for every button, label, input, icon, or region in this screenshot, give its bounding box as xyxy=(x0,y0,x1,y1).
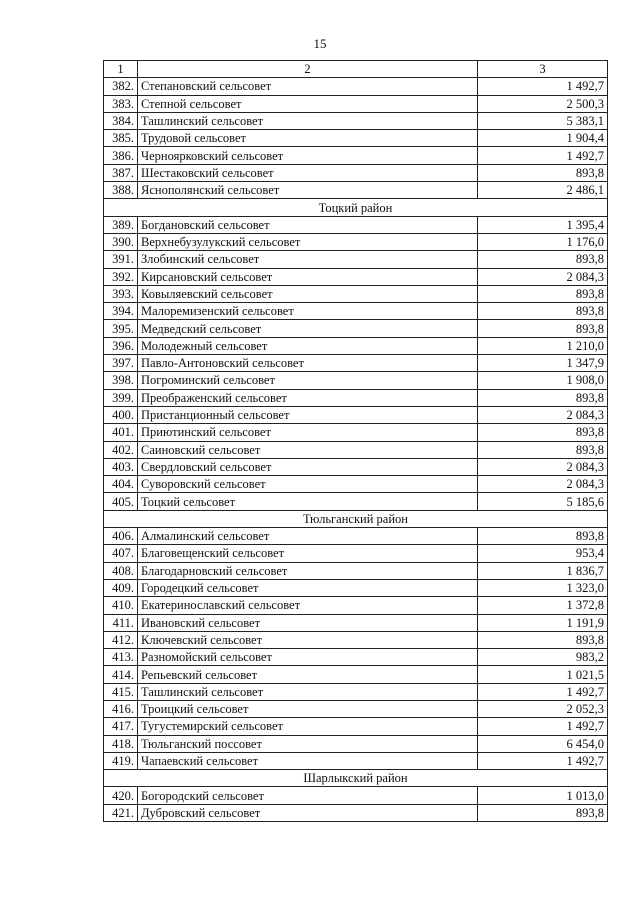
row-number: 411. xyxy=(104,614,138,631)
row-name: Преображенский сельсовет xyxy=(138,389,478,406)
row-name: Тугустемирский сельсовет xyxy=(138,718,478,735)
table-row xyxy=(104,614,608,631)
table-header-row xyxy=(104,61,608,78)
row-number: 383. xyxy=(104,95,138,112)
row-number: 387. xyxy=(104,164,138,181)
row-name: Малоремизенский сельсовет xyxy=(138,303,478,320)
row-name: Алмалинский сельсовет xyxy=(138,528,478,545)
section-header-row xyxy=(104,199,608,216)
row-name: Степановский сельсовет xyxy=(138,78,478,95)
row-number: 389. xyxy=(104,216,138,233)
row-number: 403. xyxy=(104,458,138,475)
row-value: 893,8 xyxy=(478,303,608,320)
table-row xyxy=(104,95,608,112)
table-row xyxy=(104,216,608,233)
row-number: 414. xyxy=(104,666,138,683)
row-number: 399. xyxy=(104,389,138,406)
table-row xyxy=(104,337,608,354)
table-body xyxy=(104,61,608,822)
row-name: Ташлинский сельсовет xyxy=(138,683,478,700)
row-value: 893,8 xyxy=(478,285,608,302)
table-row xyxy=(104,718,608,735)
row-number: 382. xyxy=(104,78,138,95)
header-col-1: 1 xyxy=(104,61,138,78)
row-name: Приютинский сельсовет xyxy=(138,424,478,441)
header-col-3: 3 xyxy=(478,61,608,78)
row-name: Богдановский сельсовет xyxy=(138,216,478,233)
row-value: 2 084,3 xyxy=(478,476,608,493)
row-name: Злобинский сельсовет xyxy=(138,251,478,268)
table-row xyxy=(104,683,608,700)
row-number: 405. xyxy=(104,493,138,510)
row-number: 406. xyxy=(104,528,138,545)
section-header-row xyxy=(104,510,608,527)
row-name: Степной сельсовет xyxy=(138,95,478,112)
table-row xyxy=(104,303,608,320)
row-value: 893,8 xyxy=(478,251,608,268)
row-value: 6 454,0 xyxy=(478,735,608,752)
row-number: 386. xyxy=(104,147,138,164)
row-name: Благодарновский сельсовет xyxy=(138,562,478,579)
row-name: Дубровский сельсовет xyxy=(138,804,478,821)
table-row xyxy=(104,424,608,441)
row-value: 1 492,7 xyxy=(478,147,608,164)
page-number: 15 xyxy=(313,36,327,51)
table-row xyxy=(104,389,608,406)
row-number: 408. xyxy=(104,562,138,579)
table-row xyxy=(104,355,608,372)
table-row xyxy=(104,78,608,95)
table-row xyxy=(104,182,608,199)
row-value: 1 836,7 xyxy=(478,562,608,579)
row-name: Тюльганский поссовет xyxy=(138,735,478,752)
row-name: Саиновский сельсовет xyxy=(138,441,478,458)
row-value: 2 084,3 xyxy=(478,458,608,475)
row-number: 394. xyxy=(104,303,138,320)
row-value: 1 492,7 xyxy=(478,78,608,95)
row-value: 1 347,9 xyxy=(478,355,608,372)
row-value: 953,4 xyxy=(478,545,608,562)
row-value: 2 486,1 xyxy=(478,182,608,199)
row-number: 388. xyxy=(104,182,138,199)
row-value: 1 176,0 xyxy=(478,233,608,250)
row-name: Городецкий сельсовет xyxy=(138,579,478,596)
row-name: Черноярковский сельсовет xyxy=(138,147,478,164)
row-value: 893,8 xyxy=(478,804,608,821)
row-number: 396. xyxy=(104,337,138,354)
row-value: 1 191,9 xyxy=(478,614,608,631)
row-value: 1 904,4 xyxy=(478,130,608,147)
row-name: Ключевский сельсовет xyxy=(138,631,478,648)
table-row xyxy=(104,130,608,147)
row-number: 416. xyxy=(104,700,138,717)
table-row xyxy=(104,112,608,129)
table-row xyxy=(104,406,608,423)
row-name: Пристанционный сельсовет xyxy=(138,406,478,423)
row-value: 1 013,0 xyxy=(478,787,608,804)
table-row xyxy=(104,251,608,268)
header-col-2: 2 xyxy=(138,61,478,78)
table-row xyxy=(104,164,608,181)
row-value: 1 395,4 xyxy=(478,216,608,233)
table-row xyxy=(104,268,608,285)
row-value: 1 021,5 xyxy=(478,666,608,683)
table-row xyxy=(104,372,608,389)
row-value: 1 492,7 xyxy=(478,752,608,769)
row-value: 893,8 xyxy=(478,389,608,406)
row-value: 893,8 xyxy=(478,631,608,648)
row-number: 390. xyxy=(104,233,138,250)
row-value: 2 084,3 xyxy=(478,406,608,423)
row-number: 397. xyxy=(104,355,138,372)
row-value: 983,2 xyxy=(478,649,608,666)
section-title: Тоцкий район xyxy=(104,199,608,216)
row-name: Ивановский сельсовет xyxy=(138,614,478,631)
table-row xyxy=(104,666,608,683)
row-value: 2 052,3 xyxy=(478,700,608,717)
row-name: Яснополянский сельсовет xyxy=(138,182,478,199)
table-row xyxy=(104,441,608,458)
row-name: Чапаевский сельсовет xyxy=(138,752,478,769)
row-value: 893,8 xyxy=(478,164,608,181)
row-number: 401. xyxy=(104,424,138,441)
table-row xyxy=(104,562,608,579)
section-title: Тюльганский район xyxy=(104,510,608,527)
row-value: 893,8 xyxy=(478,528,608,545)
row-number: 421. xyxy=(104,804,138,821)
row-name: Молодежный сельсовет xyxy=(138,337,478,354)
table-row xyxy=(104,735,608,752)
row-number: 418. xyxy=(104,735,138,752)
section-header-row xyxy=(104,770,608,787)
row-name: Ташлинский сельсовет xyxy=(138,112,478,129)
row-value: 2 500,3 xyxy=(478,95,608,112)
row-name: Свердловский сельсовет xyxy=(138,458,478,475)
row-number: 417. xyxy=(104,718,138,735)
row-value: 2 084,3 xyxy=(478,268,608,285)
row-number: 410. xyxy=(104,597,138,614)
table-row xyxy=(104,700,608,717)
row-value: 1 492,7 xyxy=(478,718,608,735)
row-name: Верхнебузулукский сельсовет xyxy=(138,233,478,250)
row-number: 391. xyxy=(104,251,138,268)
table-row xyxy=(104,285,608,302)
table-row xyxy=(104,233,608,250)
row-name: Трудовой сельсовет xyxy=(138,130,478,147)
row-number: 402. xyxy=(104,441,138,458)
row-number: 409. xyxy=(104,579,138,596)
table-row xyxy=(104,597,608,614)
table-row xyxy=(104,752,608,769)
row-name: Ковыляевский сельсовет xyxy=(138,285,478,302)
row-value: 1 908,0 xyxy=(478,372,608,389)
row-value: 5 383,1 xyxy=(478,112,608,129)
row-name: Троицкий сельсовет xyxy=(138,700,478,717)
row-name: Благовещенский сельсовет xyxy=(138,545,478,562)
row-name: Екатеринославский сельсовет xyxy=(138,597,478,614)
row-number: 420. xyxy=(104,787,138,804)
row-value: 1 323,0 xyxy=(478,579,608,596)
row-name: Шестаковский сельсовет xyxy=(138,164,478,181)
row-name: Погроминский сельсовет xyxy=(138,372,478,389)
row-value: 5 185,6 xyxy=(478,493,608,510)
row-value: 893,8 xyxy=(478,441,608,458)
section-title: Шарлыкский район xyxy=(104,770,608,787)
row-number: 392. xyxy=(104,268,138,285)
row-value: 1 372,8 xyxy=(478,597,608,614)
row-name: Репьевский сельсовет xyxy=(138,666,478,683)
table-row xyxy=(104,147,608,164)
row-name: Кирсановский сельсовет xyxy=(138,268,478,285)
row-value: 1 210,0 xyxy=(478,337,608,354)
row-name: Тоцкий сельсовет xyxy=(138,493,478,510)
row-number: 415. xyxy=(104,683,138,700)
row-number: 412. xyxy=(104,631,138,648)
row-number: 393. xyxy=(104,285,138,302)
budget-table xyxy=(103,60,608,822)
table-row xyxy=(104,649,608,666)
table-row xyxy=(104,579,608,596)
row-number: 385. xyxy=(104,130,138,147)
row-name: Богородский сельсовет xyxy=(138,787,478,804)
table-row xyxy=(104,458,608,475)
row-number: 384. xyxy=(104,112,138,129)
row-number: 413. xyxy=(104,649,138,666)
row-name: Павло-Антоновский сельсовет xyxy=(138,355,478,372)
row-name: Разномойский сельсовет xyxy=(138,649,478,666)
row-value: 893,8 xyxy=(478,424,608,441)
table-row xyxy=(104,320,608,337)
table-row xyxy=(104,528,608,545)
row-value: 893,8 xyxy=(478,320,608,337)
table-row xyxy=(104,545,608,562)
row-number: 398. xyxy=(104,372,138,389)
table-row xyxy=(104,631,608,648)
row-number: 395. xyxy=(104,320,138,337)
table-row xyxy=(104,493,608,510)
row-number: 404. xyxy=(104,476,138,493)
row-number: 419. xyxy=(104,752,138,769)
row-number: 407. xyxy=(104,545,138,562)
table-row xyxy=(104,804,608,821)
row-number: 400. xyxy=(104,406,138,423)
table-row xyxy=(104,787,608,804)
row-name: Суворовский сельсовет xyxy=(138,476,478,493)
row-value: 1 492,7 xyxy=(478,683,608,700)
table-row xyxy=(104,476,608,493)
row-name: Медведский сельсовет xyxy=(138,320,478,337)
